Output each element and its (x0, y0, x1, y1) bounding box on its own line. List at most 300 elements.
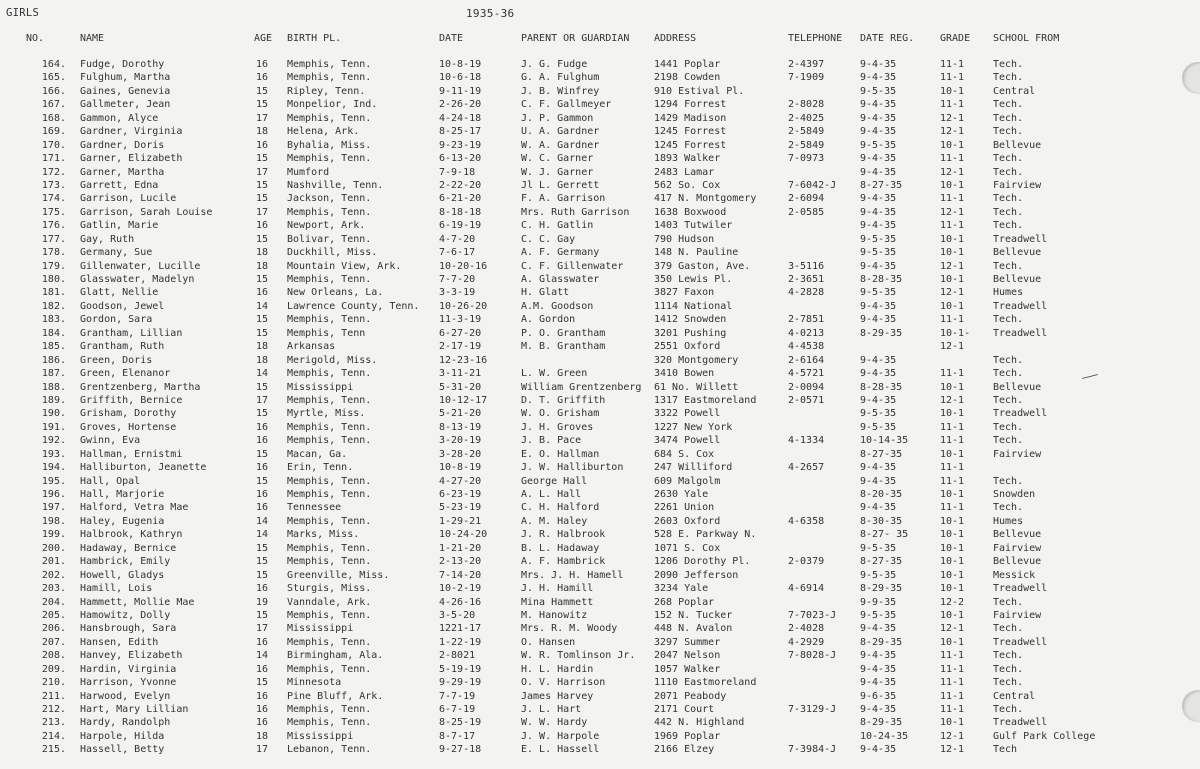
school-from: Fairview (993, 179, 1042, 191)
student-name: Germany, Sue (80, 247, 153, 259)
student-age: 14 (256, 300, 269, 312)
school-from: Tech. (993, 596, 1024, 608)
row-number: 211. (41, 690, 66, 702)
grade: 12-1 (940, 206, 965, 218)
address: 1114 National (654, 300, 733, 312)
row-number: 202. (41, 569, 66, 581)
grade: 12-2 (940, 596, 965, 608)
school-from: Tech. (993, 153, 1024, 165)
school-from: Bellevue (993, 381, 1042, 393)
address: 1110 Eastmoreland (654, 677, 757, 689)
table-row (0, 717, 1200, 730)
row-number: 215. (41, 744, 66, 756)
birth-date: 3-11-21 (439, 368, 482, 380)
student-age: 16 (256, 287, 269, 299)
row-number: 185. (41, 341, 66, 353)
date-registered: 9-4-35 (860, 99, 897, 111)
birth-place: Memphis, Tenn. (287, 489, 372, 500)
col-name: NAME (80, 33, 105, 44)
birth-place: Mississippi (287, 381, 354, 393)
student-name: Garner, Elizabeth (80, 153, 183, 165)
telephone: 2-4028 (788, 623, 825, 635)
birth-date: 6-13-20 (439, 153, 482, 165)
grade: 12-1 (940, 730, 965, 742)
col-school-from: SCHOOL FROM (993, 33, 1060, 44)
date-registered: 9-4-35 (860, 300, 897, 312)
birth-date: 10-2-19 (439, 583, 482, 595)
parent-guardian: Jl L. Gerrett (521, 179, 600, 191)
address: 528 E. Parkway N. (654, 529, 757, 541)
date-registered: 9-4-35 (860, 677, 897, 689)
school-from: Fairview (993, 609, 1042, 621)
birth-place: Memphis, Tenn. (287, 72, 372, 84)
birth-date: 6-27-20 (439, 327, 482, 339)
parent-guardian: Mina Hammett (521, 596, 594, 608)
student-age: 15 (256, 609, 269, 621)
student-name: Garrison, Sarah Louise (80, 206, 213, 218)
student-name: Hassell, Betty (80, 744, 165, 756)
birth-place: Mountain View, Ark. (287, 260, 402, 272)
table-row (0, 274, 1200, 287)
date-registered: 9-4-35 (860, 354, 897, 366)
birth-place: Memphis, Tenn. (287, 153, 372, 165)
table-row (0, 677, 1200, 690)
birth-place: Memphis, Tenn. (287, 717, 372, 729)
col-no: NO. (26, 33, 45, 44)
date-registered: 9-9-35 (860, 596, 897, 608)
grade: 10-1 (940, 636, 965, 648)
birth-place: Birmingham, Ala. (287, 650, 384, 662)
grade: 11-1 (940, 435, 965, 447)
telephone: 7-6042-J (788, 179, 837, 191)
table-row (0, 597, 1200, 610)
address: 61 No. Willett (654, 381, 739, 393)
telephone: 2-0379 (788, 556, 825, 568)
address: 1969 Poplar (654, 730, 721, 742)
birth-place: Lawrence County, Tenn. (287, 300, 420, 312)
row-number: 194. (41, 462, 66, 474)
parent-guardian: Mrs. J. H. Hamell (521, 569, 624, 581)
table-row (0, 731, 1200, 744)
row-number: 187. (41, 368, 66, 380)
student-age: 16 (256, 663, 269, 675)
parent-guardian: W. A. Gardner (521, 139, 600, 151)
school-from: Humes (993, 515, 1024, 527)
parent-guardian: A.M. Goodson (521, 300, 594, 312)
birth-date: 8-13-19 (439, 421, 482, 433)
column-headers (0, 33, 1200, 45)
address: 609 Malgolm (654, 475, 721, 487)
table-row (0, 650, 1200, 663)
parent-guardian: J. R. Halbrook (521, 529, 606, 541)
telephone: 7-3129-J (788, 704, 837, 715)
grade: 12-1 (940, 623, 965, 635)
address: 320 Montgomery (654, 354, 739, 366)
school-from: Snowden (993, 489, 1036, 500)
student-name: Glatt, Nellie (80, 287, 159, 299)
school-from: Central (993, 690, 1036, 702)
row-number: 177. (41, 233, 66, 245)
birth-date: 4-24-18 (439, 112, 482, 124)
telephone: 4-2657 (788, 462, 825, 474)
table-row (0, 301, 1200, 314)
school-from: Gulf Park College (993, 730, 1096, 742)
birth-date: 9-29-19 (439, 677, 482, 689)
date-registered: 9-4-35 (860, 314, 897, 326)
address: 442 N. Highland (654, 717, 745, 729)
student-name: Grantham, Ruth (80, 341, 165, 353)
address: 2047 Nelson (654, 650, 721, 662)
parent-guardian: J. W. Harpole (521, 730, 600, 742)
birth-place: Marks, Miss. (287, 529, 360, 541)
birth-date: 5-19-19 (439, 663, 482, 675)
grade: 10-1 (940, 556, 965, 568)
student-age: 16 (256, 72, 269, 84)
date-registered: 8-28-35 (860, 274, 903, 285)
parent-guardian: W. O. Grisham (521, 408, 600, 420)
row-number: 206. (41, 623, 66, 635)
address: 247 Williford (654, 462, 733, 474)
date-registered: 9-4-35 (860, 475, 897, 487)
birth-place: Memphis, Tenn. (287, 704, 372, 715)
col-grade: GRADE (940, 33, 971, 44)
parent-guardian: C. H. Halford (521, 502, 600, 514)
col-telephone: TELEPHONE (788, 33, 843, 44)
parent-guardian: W. W. Hardy (521, 717, 588, 729)
table-row (0, 220, 1200, 233)
row-number: 183. (41, 314, 66, 326)
student-list (0, 59, 1200, 758)
birth-date: 11-3-19 (439, 314, 482, 326)
birth-place: Memphis, Tenn. (287, 206, 372, 218)
table-row (0, 422, 1200, 435)
grade: 11-1 (940, 462, 965, 474)
row-number: 198. (41, 515, 66, 527)
school-from: Humes (993, 287, 1024, 299)
school-from: Tech (993, 744, 1018, 756)
birth-place: Memphis, Tenn. (287, 421, 372, 433)
school-from: Tech. (993, 677, 1024, 689)
date-registered: 9-4-35 (860, 368, 897, 380)
parent-guardian: W. C. Garner (521, 153, 594, 165)
row-number: 180. (41, 274, 66, 285)
student-age: 16 (256, 704, 269, 715)
date-registered: 9-4-35 (860, 260, 897, 272)
birth-place: Helena, Ark. (287, 126, 360, 138)
row-number: 167. (41, 99, 66, 111)
grade: 10-1 (940, 274, 965, 285)
birth-place: Myrtle, Miss. (287, 408, 366, 420)
table-row (0, 287, 1200, 300)
table-row (0, 207, 1200, 220)
address: 1893 Walker (654, 153, 721, 165)
address: 1206 Dorothy Pl. (654, 556, 751, 568)
student-name: Harwood, Evelyn (80, 690, 171, 702)
grade: 11-1 (940, 475, 965, 487)
school-from: Tech. (993, 72, 1024, 84)
student-name: Gillenwater, Lucille (80, 260, 201, 272)
student-name: Hambrick, Emily (80, 556, 171, 568)
birth-place: New Orleans, La. (287, 287, 384, 299)
parent-guardian: G. A. Fulghum (521, 72, 600, 84)
date-registered: 9-4-35 (860, 206, 897, 218)
parent-guardian: C. H. Gatlin (521, 220, 594, 232)
birth-place: Bolivar, Tenn. (287, 233, 372, 245)
table-row (0, 462, 1200, 475)
grade: 12-1 (940, 744, 965, 756)
grade: 12-1 (940, 260, 965, 272)
birth-date: 2-26-20 (439, 99, 482, 111)
birth-place: Memphis, Tenn. (287, 314, 372, 326)
birth-place: Mumford (287, 166, 330, 178)
birth-date: 2-22-20 (439, 179, 482, 191)
table-row (0, 341, 1200, 354)
parent-guardian: J. H. Groves (521, 421, 594, 433)
birth-date: 3-28-20 (439, 448, 482, 460)
school-from: Bellevue (993, 556, 1042, 568)
birth-date: 1-21-20 (439, 542, 482, 554)
address: 790 Hudson (654, 233, 715, 245)
student-name: Howell, Gladys (80, 569, 165, 581)
table-row (0, 180, 1200, 193)
birth-place: Minnesota (287, 677, 342, 689)
telephone: 7-0973 (788, 153, 825, 165)
telephone: 4-2828 (788, 287, 825, 299)
date-registered: 9-5-35 (860, 421, 897, 433)
student-age: 15 (256, 569, 269, 581)
table-row (0, 529, 1200, 542)
student-age: 16 (256, 421, 269, 433)
school-from: Tech. (993, 99, 1024, 111)
date-registered: 10-24-35 (860, 730, 909, 742)
parent-guardian: C. F. Gallmeyer (521, 99, 612, 111)
date-registered: 9-5-35 (860, 287, 897, 299)
birth-place: Memphis, Tenn. (287, 112, 372, 124)
table-row (0, 234, 1200, 247)
birth-place: Memphis, Tenn. (287, 394, 372, 406)
school-from: Treadwell (993, 636, 1048, 648)
address: 2166 Elzey (654, 744, 715, 756)
grade: 12-1 (940, 287, 965, 299)
date-registered: 9-4-35 (860, 650, 897, 662)
student-name: Gardner, Doris (80, 139, 165, 151)
table-row (0, 167, 1200, 180)
birth-date: 6-23-19 (439, 489, 482, 500)
parent-guardian: William Grentzenberg (521, 381, 642, 393)
address: 2483 Lamar (654, 166, 715, 178)
parent-guardian: L. W. Green (521, 368, 588, 380)
telephone: 2-5849 (788, 126, 825, 138)
student-age: 17 (256, 206, 269, 218)
student-age: 19 (256, 596, 269, 608)
birth-date: 10-12-17 (439, 394, 488, 406)
row-number: 201. (41, 556, 66, 568)
table-row (0, 153, 1200, 166)
student-name: Garrison, Lucile (80, 193, 177, 205)
telephone: 2-7851 (788, 314, 825, 326)
date-registered: 9-4-35 (860, 59, 897, 70)
birth-date: 8-18-18 (439, 206, 482, 218)
grade: 11-1 (940, 59, 965, 70)
student-name: Groves, Hortense (80, 421, 177, 433)
birth-date: 7-7-19 (439, 690, 476, 702)
row-number: 204. (41, 596, 66, 608)
address: 3322 Powell (654, 408, 721, 420)
birth-place: Nashville, Tenn. (287, 179, 384, 191)
col-date: DATE (439, 33, 464, 44)
date-registered: 8-30-35 (860, 515, 903, 527)
date-registered: 8-27- 35 (860, 529, 909, 541)
student-name: Grentzenberg, Martha (80, 381, 201, 393)
table-row (0, 449, 1200, 462)
address: 1317 Eastmoreland (654, 394, 757, 406)
student-age: 15 (256, 327, 269, 339)
birth-date: 2-13-20 (439, 556, 482, 568)
birth-place: Duckhill, Miss. (287, 247, 378, 259)
school-from: Messick (993, 569, 1036, 581)
student-age: 15 (256, 556, 269, 568)
row-number: 164. (41, 59, 66, 70)
school-from: Fairview (993, 448, 1042, 460)
parent-guardian: B. L. Hadaway (521, 542, 600, 554)
parent-guardian: D. T. Griffith (521, 394, 606, 406)
table-row (0, 623, 1200, 636)
grade: 10-1 (940, 583, 965, 595)
student-name: Hadaway, Bernice (80, 542, 177, 554)
table-row (0, 72, 1200, 85)
birth-date: 7-14-20 (439, 569, 482, 581)
parent-guardian: F. A. Garrison (521, 193, 606, 205)
birth-date: 10-8-19 (439, 462, 482, 474)
address: 3234 Yale (654, 583, 709, 595)
school-from: Treadwell (993, 300, 1048, 312)
student-age: 16 (256, 717, 269, 729)
student-age: 17 (256, 394, 269, 406)
grade: 10-1- (940, 327, 971, 339)
parent-guardian: M. Hanowitz (521, 609, 588, 621)
grade: 10-1 (940, 542, 965, 554)
birth-place: Merigold, Miss. (287, 354, 378, 366)
birth-place: Memphis, Tenn. (287, 368, 372, 380)
student-name: Hardy, Randolph (80, 717, 171, 729)
student-age: 18 (256, 341, 269, 353)
birth-place: Memphis, Tenn. (287, 556, 372, 568)
student-age: 16 (256, 690, 269, 702)
birth-place: Memphis, Tenn. (287, 475, 372, 487)
student-age: 14 (256, 529, 269, 541)
school-from: Tech. (993, 314, 1024, 326)
row-number: 169. (41, 126, 66, 138)
birth-place: Memphis, Tenn. (287, 663, 372, 675)
date-registered: 9-4-35 (860, 153, 897, 165)
table-row (0, 382, 1200, 395)
school-from: Tech. (993, 220, 1024, 232)
row-number: 176. (41, 220, 66, 232)
grade: 10-1 (940, 233, 965, 245)
birth-date: 7-6-17 (439, 247, 476, 259)
table-row (0, 570, 1200, 583)
row-number: 166. (41, 85, 66, 97)
row-number: 181. (41, 287, 66, 299)
birth-date: 4-7-20 (439, 233, 476, 245)
birth-date: 8-7-17 (439, 730, 476, 742)
telephone: 4-6914 (788, 583, 825, 595)
birth-date: 1-29-21 (439, 515, 482, 527)
page-header-left: GIRLS (6, 7, 40, 19)
student-age: 15 (256, 99, 269, 111)
student-age: 18 (256, 126, 269, 138)
telephone: 2-4397 (788, 59, 825, 70)
parent-guardian: C. F. Gillenwater (521, 260, 624, 272)
telephone: 4-0213 (788, 327, 825, 339)
address: 1071 S. Cox (654, 542, 721, 554)
address: 2071 Peabody (654, 690, 727, 702)
birth-place: Memphis, Tenn. (287, 609, 372, 621)
birth-date: 9-27-18 (439, 744, 482, 756)
birth-date: 5-23-19 (439, 502, 482, 514)
birth-place: Memphis, Tenn (287, 327, 366, 339)
student-age: 16 (256, 139, 269, 151)
birth-place: Jackson, Tenn. (287, 193, 372, 205)
row-number: 168. (41, 112, 66, 124)
row-number: 174. (41, 193, 66, 205)
student-name: Gatlin, Marie (80, 220, 159, 232)
parent-guardian: James Harvey (521, 690, 594, 702)
student-age: 16 (256, 489, 269, 500)
parent-guardian: A. F. Germany (521, 247, 600, 259)
birth-place: Sturgis, Miss. (287, 583, 372, 595)
school-from: Bellevue (993, 274, 1042, 285)
birth-date: 5-31-20 (439, 381, 482, 393)
telephone: 4-2929 (788, 636, 825, 648)
parent-guardian: M. B. Grantham (521, 341, 606, 353)
row-number: 193. (41, 448, 66, 460)
row-number: 186. (41, 354, 66, 366)
school-from: Treadwell (993, 717, 1048, 729)
date-registered: 9-5-35 (860, 85, 897, 97)
grade: 11-1 (940, 663, 965, 675)
date-registered: 9-4-35 (860, 502, 897, 514)
date-registered: 9-4-35 (860, 220, 897, 232)
col-age: AGE (254, 33, 273, 44)
row-number: 203. (41, 583, 66, 595)
student-name: Harrison, Yvonne (80, 677, 177, 689)
grade: 11-1 (940, 704, 965, 715)
student-age: 16 (256, 583, 269, 595)
birth-place: Memphis, Tenn. (287, 435, 372, 447)
address: 3827 Faxon (654, 287, 715, 299)
row-number: 189. (41, 394, 66, 406)
student-name: Hall, Opal (80, 475, 141, 487)
row-number: 213. (41, 717, 66, 729)
school-from: Tech. (993, 126, 1024, 138)
grade: 10-1 (940, 529, 965, 541)
student-age: 16 (256, 462, 269, 474)
telephone: 2-4025 (788, 112, 825, 124)
telephone: 7-8028-J (788, 650, 837, 662)
school-from: Tech. (993, 260, 1024, 272)
student-age: 18 (256, 247, 269, 259)
student-name: Hansbrough, Sara (80, 623, 177, 635)
parent-guardian: J. P. Gammon (521, 112, 594, 124)
student-age: 17 (256, 744, 269, 756)
birth-place: Ripley, Tenn. (287, 85, 366, 97)
birth-date: 3-5-20 (439, 609, 476, 621)
grade: 10-1 (940, 179, 965, 191)
telephone: 3-5116 (788, 260, 825, 272)
grade: 10-1 (940, 515, 965, 527)
student-name: Green, Doris (80, 354, 153, 366)
